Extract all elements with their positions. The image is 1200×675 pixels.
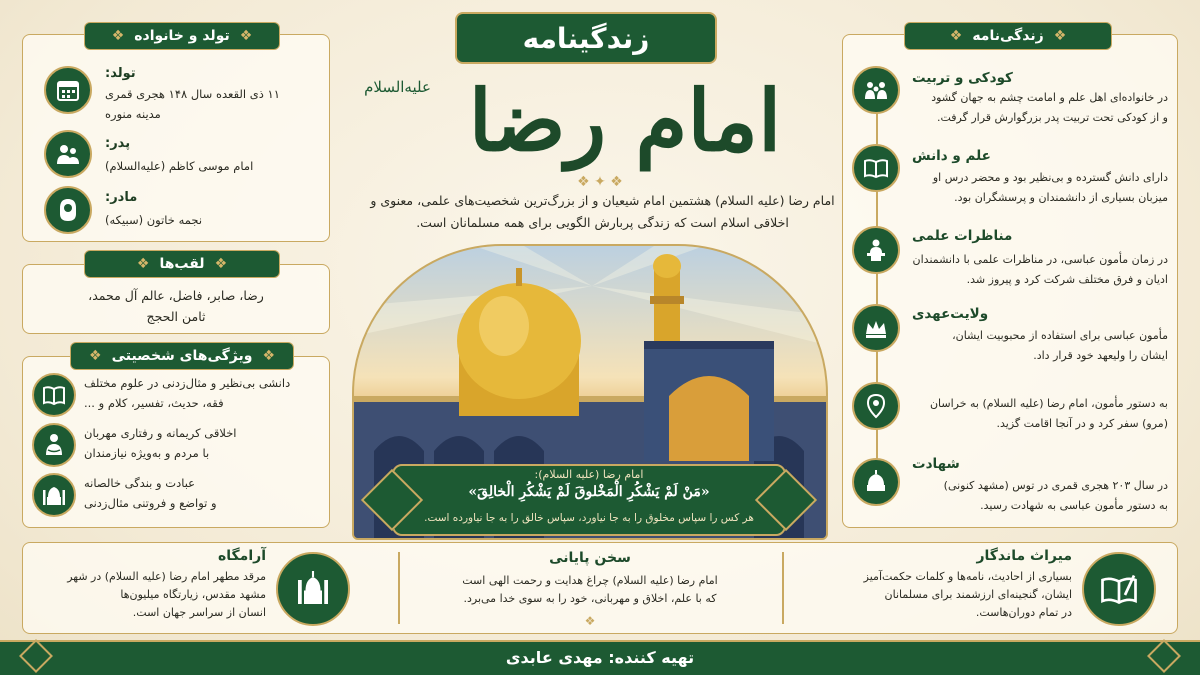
father-text: امام موسی کاظم (علیه‌السلام) [105,159,254,173]
footer-credit: تهیه کننده: مهدی عابدی [505,648,695,667]
trait-worship-text: عبادت و بندگی خالصانه و تواضع و فروتنی مثال‌زدنی [84,476,217,510]
family-icon [852,66,900,114]
header-ornament: ❖ ✦ ❖ [577,174,623,190]
trait-ethics-text: اخلاقی کریمانه و رفتاری مهربان با مردم و به‌ویژه نیازمندان [84,426,237,460]
calendar-icon [44,66,92,114]
mother-label: مادر: [105,190,138,205]
ornament-icon: ❖ [1053,28,1067,44]
banner-title: زندگینامه [522,21,650,55]
quote-arabic: «مَنْ لَمْ یَشْکُرِ الْمَخْلوقَ لَمْ یَشْکُرِ الْخالِقَ» [468,484,710,500]
ornament-icon: ❖ [136,256,150,272]
crown-icon [852,304,900,352]
ornament-icon: ❖ [89,348,102,364]
birth-text: ۱۱ ذی القعده سال ۱۴۸ هجری قمری مدینه منوره [105,87,280,121]
traits-header [70,342,294,370]
birth-label: تولد: [105,66,136,81]
bio-journey-text: به دستور مأمون، امام رضا (علیه السلام) به خراسان (مرو) سفر کرد و در آنجا اقامت گزید. [929,397,1168,430]
intro-text: امام رضا (علیه السلام) هشتمین امام شیعیان و از بزرگ‌ترین شخصیت‌های علمی، معنوی و اخلاقی اسلام است که زندگی پربارش الگویی برای همه مسلمانان است. [370,193,835,230]
father-label: پدر: [105,136,131,151]
titles-text: رضا، صابر، فاضل، عالم آل محمد، ثامن الحجج [88,288,264,324]
book-icon [32,373,76,417]
father-son-icon [44,130,92,178]
main-name: امام رضا [468,71,782,170]
biography-title: زندگی‌نامه [972,28,1044,44]
bio-martyrdom-title: شهادت [912,456,960,472]
titles-header [84,250,280,278]
dome-icon [852,458,900,506]
open-book-icon [852,144,900,192]
ornament-icon: ❖ [262,348,276,364]
bottom-divider [782,552,784,624]
titles-title: لقب‌ها [159,256,205,272]
closing-text: امام رضا (علیه السلام) چراغ هدایت و رحمت الهی است که با علم، اخلاق و مهربانی، خود را به سوی خدا می‌برد. [462,574,718,605]
mosque-icon [32,473,76,517]
shrine-title: آرامگاه [218,548,266,564]
shrine-icon [276,552,350,626]
bio-knowledge-title: علم و دانش [912,148,991,164]
honorific-calligraphy: علیه‌السلام [364,78,431,96]
legacy-title: میراث ماندگار [976,548,1072,564]
ornament-icon: ❖ [949,28,963,44]
woman-icon [44,186,92,234]
bottom-divider [398,552,400,624]
birth-family-header [84,22,280,50]
mother-text: نجمه خاتون (سبیکه) [105,213,203,227]
legacy-text: بسیاری از احادیث، نامه‌ها و کلمات حکمت‌آمیز ایشان، گنجینه‌ای ارزشمند برای مسلمانان در تمام دوران‌هاست. [863,570,1072,619]
bio-crown-text: مأمون عباسی برای استفاده از محبوبیت ایشان، ایشان را ولیعهد خود قرار داد. [952,329,1168,362]
bio-debates-title: مناظرات علمی [912,228,1013,244]
bio-crown-title: ولایت‌عهدی [912,306,989,322]
birth-family-title: تولد و خانواده [134,28,230,44]
location-pin-icon [852,382,900,430]
biography-header [904,22,1112,50]
shrine-text: مرقد مطهر امام رضا (علیه السلام) در شهر مشهد مقدس، زیارتگاه میلیون‌ها انسان از سراسر جهان است. [67,570,266,619]
kind-person-icon [32,423,76,467]
quote-translation: هر کس را سپاس مخلوق را به جا نیاورد، سپاس خالق را به جا نیاورده است. [424,512,754,524]
closing-title: سخن پایانی [549,550,631,566]
bio-knowledge-text: دارای دانش گسترده و بی‌نظیر بود و محضر درس او میزبان بسیاری از دانشمندان و پرسشگران بود. [932,171,1168,204]
quote-source: امام رضا (علیه السلام): [534,468,644,481]
bio-debates-text: در زمان مأمون عباسی، در مناظرات علمی با دانشمندان ادیان و فرق مختلف شرکت کرد و پیروز شد. [912,253,1168,286]
trait-knowledge-text: دانشی بی‌نظیر و مثال‌زدنی در علوم مختلف فقه، حدیث، تفسیر، کلام و ... [84,376,291,410]
title-banner [455,12,717,64]
traits-title: ویژگی‌های شخصیتی [111,348,253,364]
debate-icon [852,226,900,274]
ornament-icon: ❖ [214,256,228,272]
closing-ornament: ❖ [584,614,596,628]
book-pen-icon [1082,552,1156,626]
bio-martyrdom-text: در سال ۲۰۳ هجری قمری در توس (مشهد کنونی) به دستور مأمون عباسی به شهادت رسید. [943,479,1168,512]
ornament-icon: ❖ [111,28,125,44]
bio-childhood-text: در خانواده‌ای اهل علم و امامت چشم به جهان گشود و از کودکی تحت تربیت پدر بزرگوارش قرار گرفت. [931,91,1168,124]
ornament-icon: ❖ [239,28,253,44]
bio-childhood-title: کودکی و تربیت [912,70,1013,86]
